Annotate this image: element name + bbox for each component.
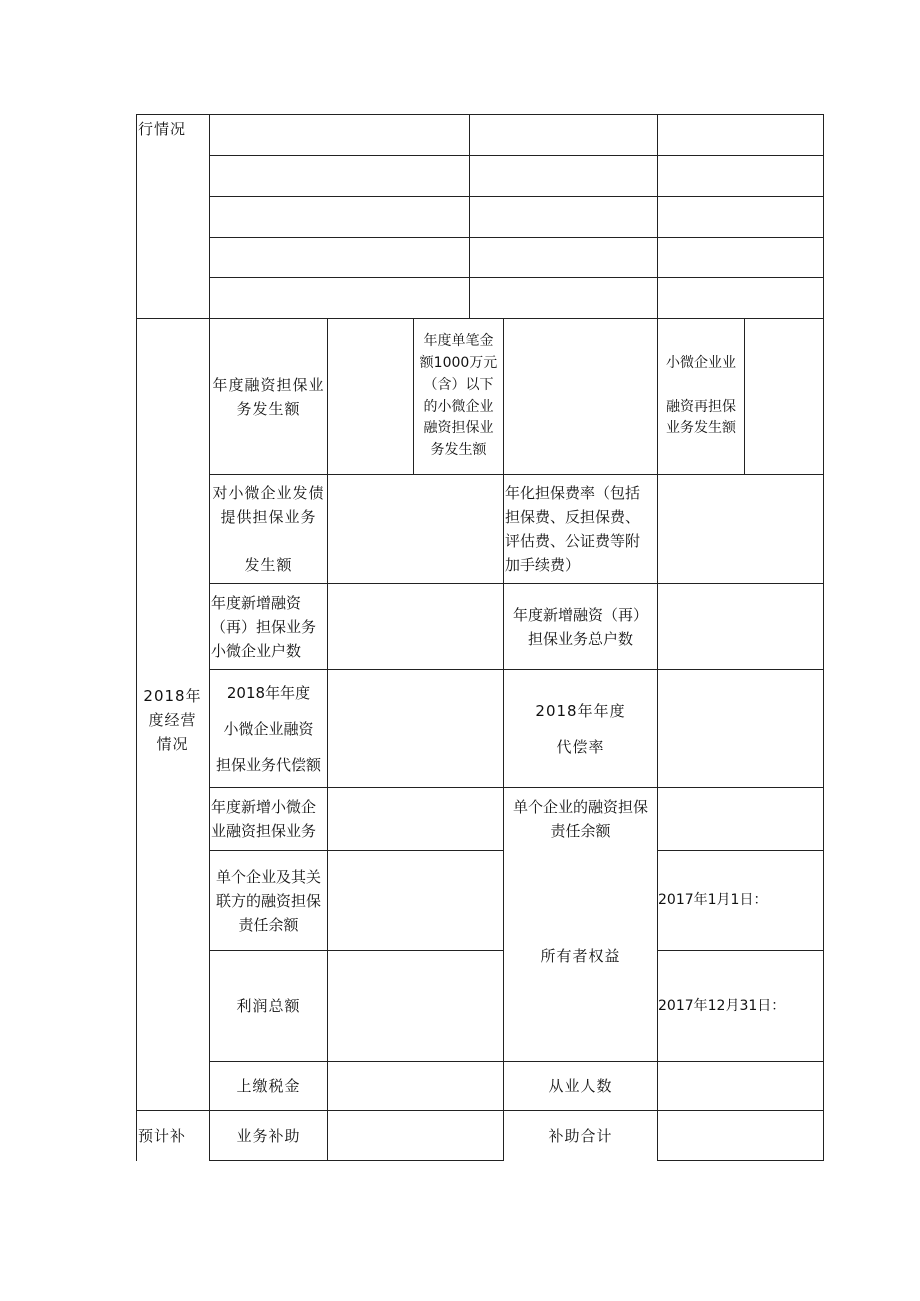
rule <box>327 474 328 1160</box>
rule <box>657 114 658 318</box>
rule <box>209 237 824 238</box>
label-total-profit: 利润总额 <box>236 997 301 1015</box>
rule <box>209 155 824 156</box>
label-business-subsidy: 业务补助 <box>236 1126 301 1145</box>
rule <box>823 114 824 1161</box>
label-subsidy-total: 补助合计 <box>548 1126 613 1145</box>
label-single-enterprise-balance: 单个企业的融资担保 责任余额 <box>512 798 648 840</box>
rule <box>136 114 824 115</box>
label-new-total-clients: 年度新增融资（再） 担保业务总户数 <box>512 605 648 648</box>
label-compensation-amount: 2018年年度 小微企业融资 担保业务代偿额 <box>215 683 321 774</box>
rule <box>209 1160 504 1161</box>
label-new-small-clients: 年度新增融资 （再）担保业务 小微企业户数 <box>211 593 317 660</box>
rule <box>469 114 470 318</box>
label-related-party-balance: 单个企业及其关 联方的融资担保 责任余额 <box>215 867 321 934</box>
rule <box>744 318 745 474</box>
label-compensation-rate: 2018年年度 代偿率 <box>535 701 626 756</box>
label-taxes-paid: 上缴税金 <box>236 1077 301 1095</box>
rule <box>503 318 504 474</box>
rule <box>209 277 824 278</box>
label-annual-guarantee-amount: 年度融资担保业 务发生额 <box>212 375 325 418</box>
section-label-ops: 2018年 度经营 情况 <box>143 687 202 753</box>
label-bond-guarantee-amount: 对小微企业发债 提供担保业务 发生额 <box>212 484 325 574</box>
section-label-prev: 行情况 <box>138 120 187 138</box>
rule <box>209 114 210 318</box>
value-equity-start-date: 2017年1月1日： <box>658 892 768 909</box>
rule <box>327 318 328 474</box>
label-annual-fee-rate: 年化担保费率（包括 担保费、反担保费、 评估费、公证费等附 加手续费） <box>505 484 641 574</box>
label-owners-equity: 所有者权益 <box>540 947 621 965</box>
rule <box>209 196 824 197</box>
section-label-subsidy: 预计补 <box>138 1127 187 1145</box>
label-new-small-business: 年度新增小微企 业融资担保业务 <box>211 798 317 840</box>
label-small-loan-guarantee-amount: 年度单笔金 额1000万元 （含）以下 的小微企业 融资担保业 务发生额 <box>419 333 498 458</box>
label-employee-count: 从业人数 <box>548 1077 613 1095</box>
rule <box>136 114 137 1161</box>
rule <box>657 1160 824 1161</box>
value-equity-end-date: 2017年12月31日： <box>658 997 786 1014</box>
label-reguarantee-amount: 小微企业业 融资再担保 业务发生额 <box>666 355 736 437</box>
